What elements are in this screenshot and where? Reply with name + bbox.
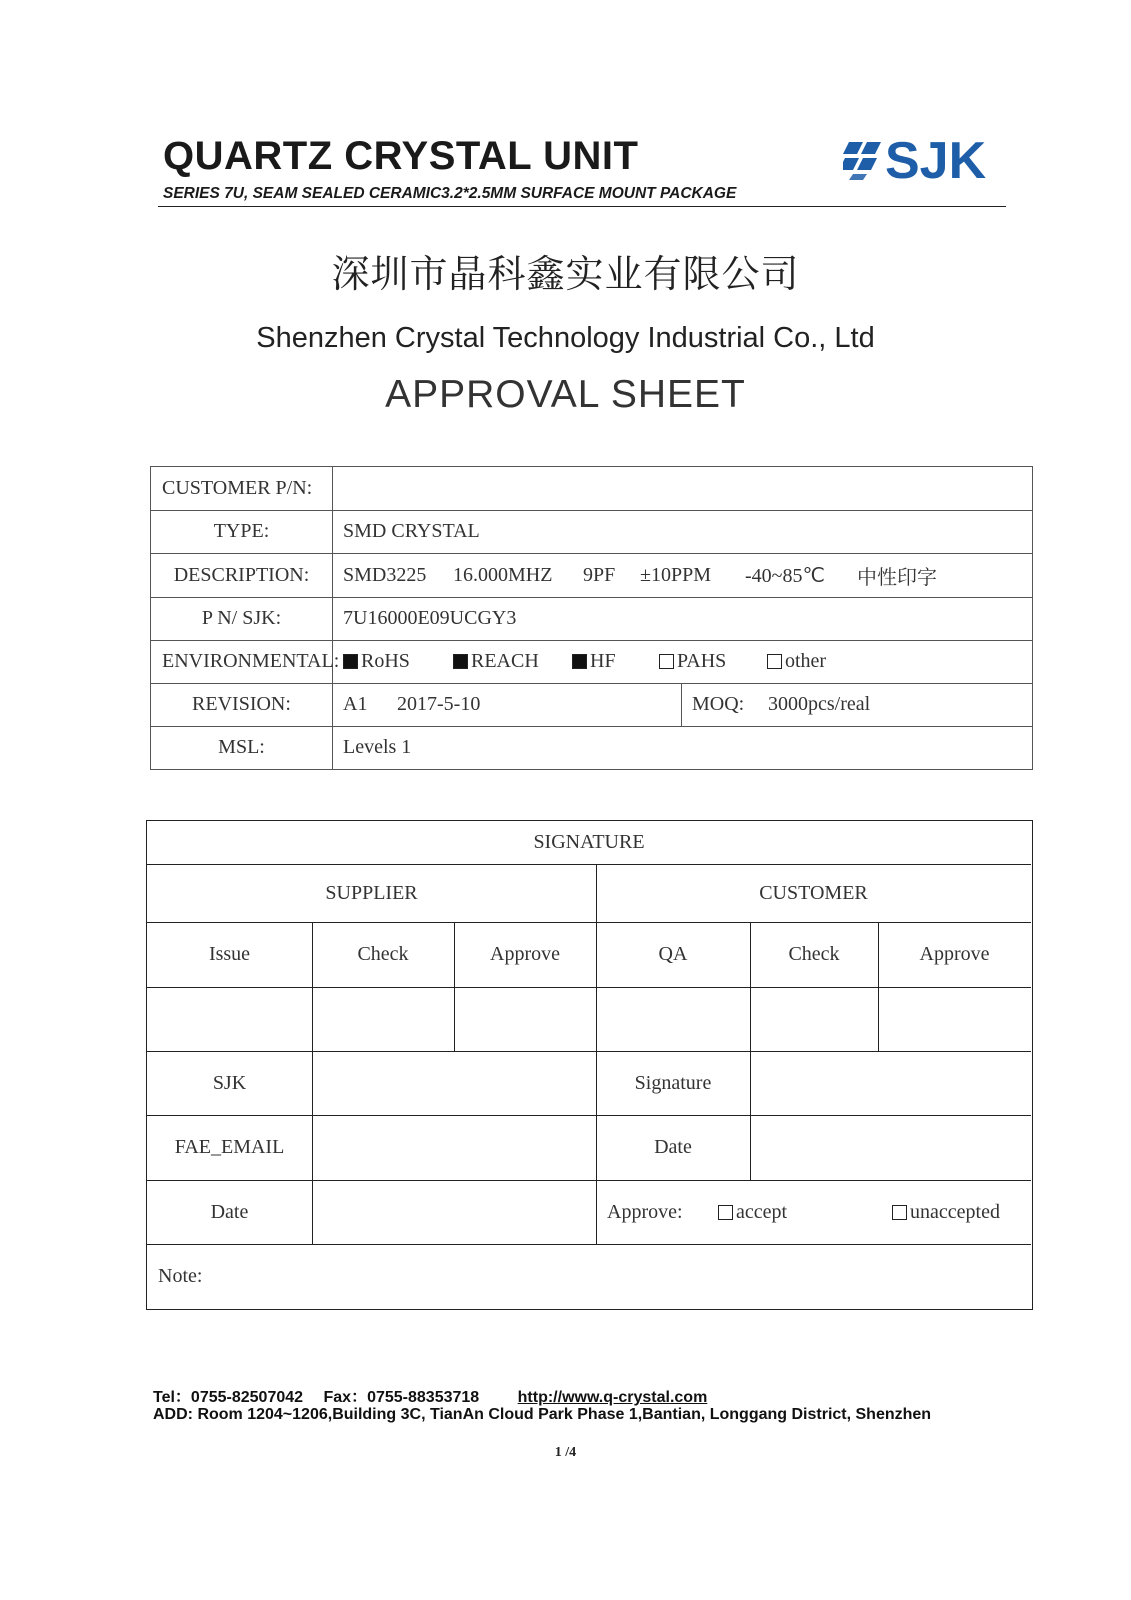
title-divider	[158, 206, 1006, 207]
type-label: TYPE:	[213, 520, 270, 542]
environmental-label: ENVIRONMENTAL:	[162, 650, 340, 672]
description-temperature: -40~85℃	[745, 564, 825, 587]
fae-email-field[interactable]	[312, 1115, 596, 1180]
env-pahs[interactable]	[659, 650, 767, 673]
type-value: SMD CRYSTAL	[343, 520, 480, 542]
company-name-chinese: 深圳市晶科鑫实业有限公司	[331, 252, 800, 296]
customer-check-sign[interactable]	[750, 987, 878, 1051]
document-title: QUARTZ CRYSTAL UNIT	[163, 134, 639, 178]
footer-fax: Fax：0755-88353718	[323, 1389, 480, 1406]
approve-decision	[596, 1180, 1031, 1244]
revision-label: REVISION:	[192, 693, 291, 715]
supplier-header: SUPPLIER	[325, 881, 418, 904]
env-other[interactable]	[767, 650, 826, 673]
description-frequency: 16.000MHZ	[453, 563, 553, 586]
document-subtitle: SERIES 7U, SEAM SEALED CERAMIC3.2*2.5MM SURFACE MOUNT PACKAGE	[163, 185, 737, 202]
customer-header: CUSTOMER	[759, 881, 868, 904]
env-pahs-label: PAHS	[677, 650, 727, 672]
note-field[interactable]	[147, 1244, 1031, 1308]
customer-approve-header: Approve	[919, 943, 990, 965]
moq-field	[681, 683, 1032, 726]
footer-contact	[153, 1384, 723, 1407]
pn-sjk-value: 7U16000E09UCGY3	[343, 607, 517, 629]
msl-label: MSL:	[218, 736, 265, 758]
page-number: 1 /4	[554, 1445, 577, 1460]
approval-sheet-title: APPROVAL SHEET	[385, 373, 746, 416]
checkbox-reach[interactable]	[453, 654, 468, 669]
checkbox-other[interactable]	[767, 654, 782, 669]
env-other-label: other	[785, 650, 827, 672]
pn-sjk-label: P N/ SJK:	[201, 607, 282, 629]
signature-field[interactable]	[750, 1051, 1031, 1115]
description-marking: 中性印字	[857, 566, 937, 589]
msl-value: Levels 1	[343, 736, 412, 758]
supplier-date-label: Date	[210, 1200, 249, 1223]
env-reach-label: REACH	[471, 650, 539, 672]
env-hf[interactable]	[572, 650, 659, 673]
sjk-logo	[843, 134, 1033, 184]
customer-date-field[interactable]	[750, 1115, 1031, 1180]
company-name-english: Shenzhen Crystal Technology Industrial Co., Ltd	[256, 322, 875, 354]
customer-pn-value[interactable]	[332, 467, 1032, 510]
env-rohs[interactable]	[343, 650, 453, 673]
signature-label: Signature	[634, 1071, 712, 1094]
description-package: SMD3225	[343, 563, 427, 586]
moq-label: MOQ:	[692, 693, 745, 715]
env-rohs-label: RoHS	[361, 650, 410, 672]
moq-value: 3000pcs/real	[768, 693, 871, 715]
customer-date-label: Date	[654, 1136, 692, 1158]
accept-label: accept	[736, 1200, 788, 1223]
logo-text: SJK	[885, 134, 987, 184]
customer-approve-sign[interactable]	[878, 987, 1031, 1051]
sjk-label: SJK	[212, 1071, 247, 1094]
checkbox-rohs[interactable]	[343, 654, 358, 669]
supplier-approve-header: Approve	[490, 943, 560, 965]
customer-qa-sign[interactable]	[596, 987, 750, 1051]
description-value	[332, 553, 1032, 597]
checkbox-pahs[interactable]	[659, 654, 674, 669]
unaccepted-option[interactable]	[892, 1201, 1000, 1224]
description-label: DESCRIPTION:	[173, 563, 310, 586]
spec-table	[150, 466, 1033, 770]
env-reach[interactable]	[453, 650, 572, 673]
logo-mark-icon	[843, 142, 881, 180]
checkbox-hf[interactable]	[572, 654, 587, 669]
customer-pn-label: CUSTOMER P/N:	[162, 477, 313, 499]
environmental-options	[332, 640, 1032, 683]
signature-table	[146, 820, 1033, 1310]
footer-address: ADD: Room 1204~1206,Building 3C, TianAn Cloud Park Phase 1,Bantian, Longgang District, Shenzhen	[153, 1406, 932, 1423]
supplier-check-sign[interactable]	[312, 987, 454, 1051]
footer-tel: Tel：0755-82507042	[153, 1389, 304, 1406]
supplier-issue-sign[interactable]	[147, 987, 312, 1051]
revision-code: A1	[343, 693, 368, 715]
approve-label: Approve:	[607, 1200, 683, 1223]
accept-option[interactable]	[718, 1201, 892, 1224]
supplier-approve-sign[interactable]	[454, 987, 596, 1051]
env-hf-label: HF	[590, 650, 616, 672]
supplier-check-header: Check	[357, 943, 409, 965]
supplier-issue-header: Issue	[208, 943, 251, 965]
description-tolerance: ±10PPM	[640, 563, 712, 586]
customer-qa-header: QA	[658, 943, 688, 965]
unaccepted-label: unaccepted	[910, 1200, 1000, 1223]
fae-email-label: FAE_EMAIL	[174, 1136, 285, 1158]
checkbox-unaccepted[interactable]	[892, 1205, 907, 1220]
sjk-field[interactable]	[312, 1051, 596, 1115]
revision-date: 2017-5-10	[397, 693, 481, 715]
signature-title: SIGNATURE	[533, 831, 645, 853]
customer-check-header: Check	[788, 943, 840, 965]
checkbox-accept[interactable]	[718, 1205, 733, 1220]
footer-website-link[interactable]: http://www.q-crystal.com	[517, 1389, 708, 1406]
description-load: 9PF	[583, 563, 616, 586]
note-label: Note:	[158, 1264, 203, 1287]
revision-value	[332, 683, 681, 726]
supplier-date-field[interactable]	[312, 1180, 596, 1244]
